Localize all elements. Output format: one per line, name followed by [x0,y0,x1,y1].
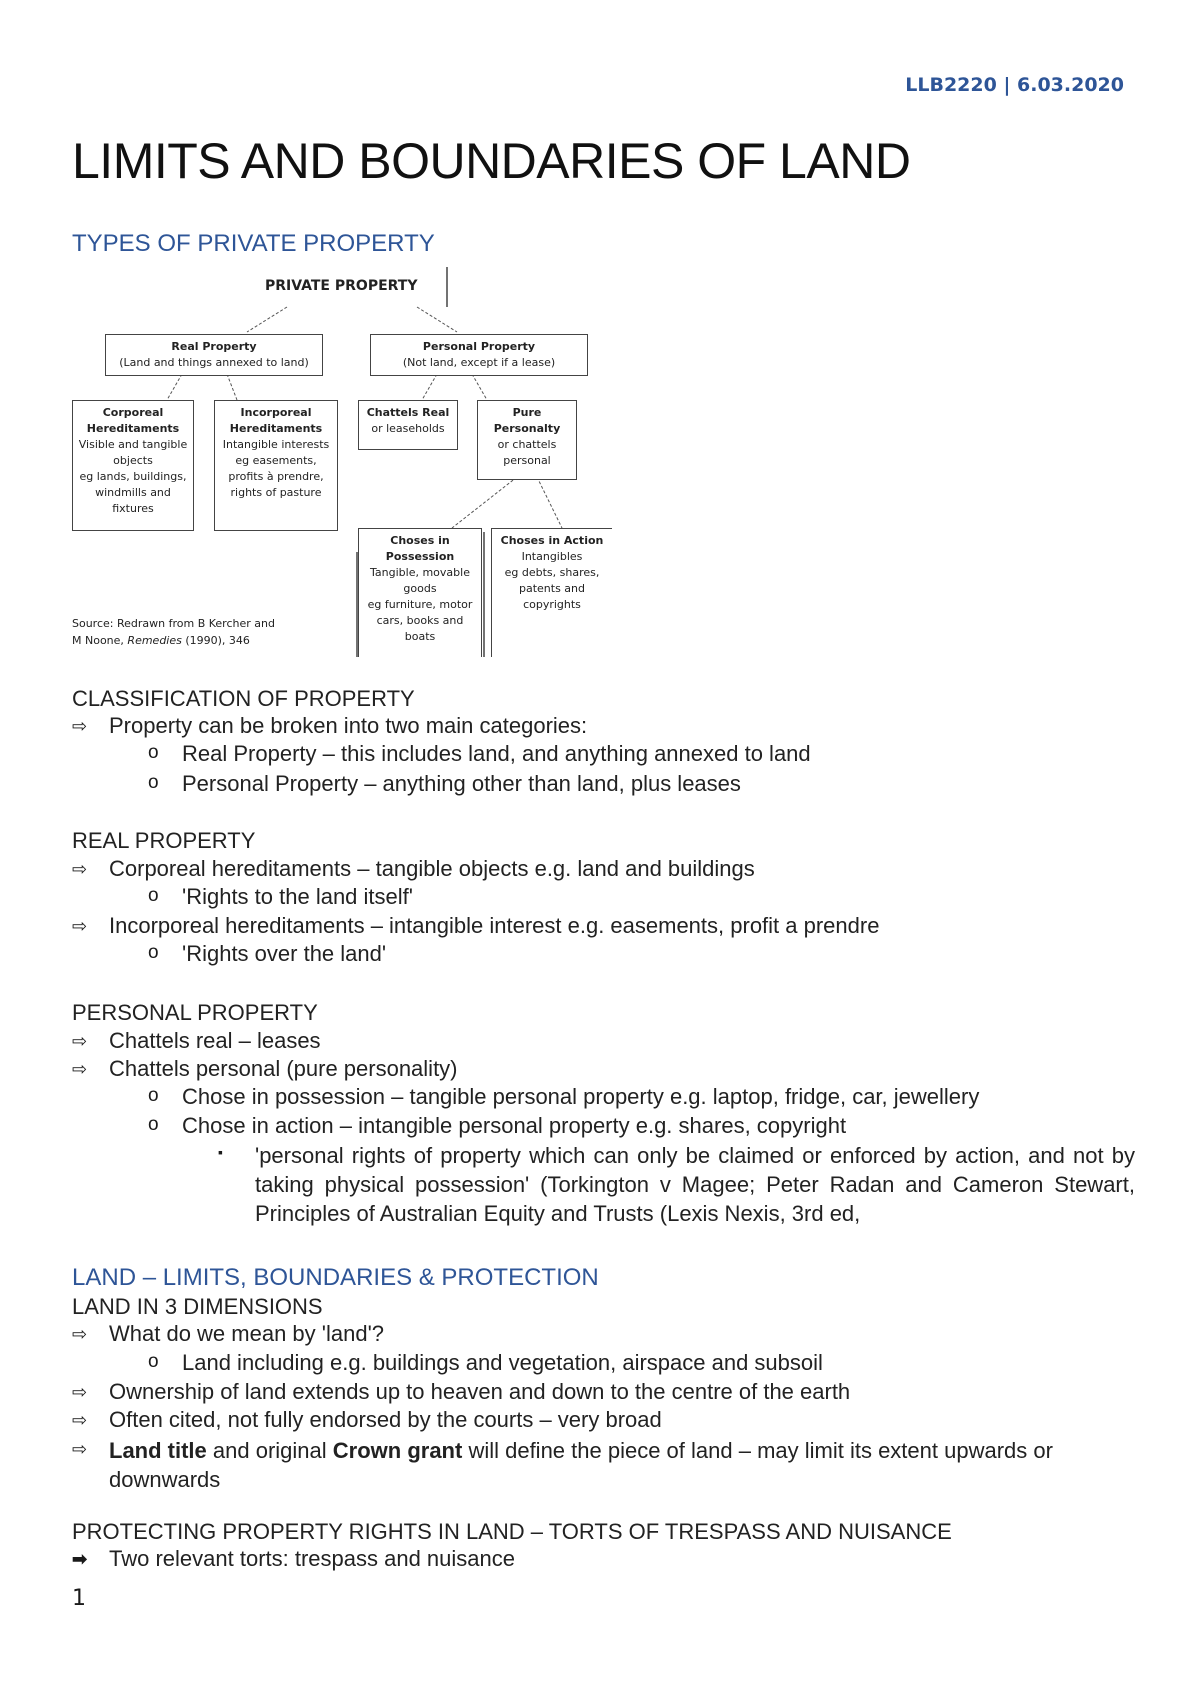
box-label: rights of pasture [230,486,322,499]
box-personal-property [370,334,588,376]
circle-bullet: o [148,742,159,763]
section-heading-types: TYPES OF PRIVATE PROPERTY [72,230,435,257]
box-choses-action [491,528,612,657]
arrow-bullet: ⇨ [72,1059,88,1079]
box-real-property [105,334,323,376]
circle-bullet: o [148,1351,159,1372]
box-label: boats [404,630,436,643]
box-label: objects [113,454,153,467]
heading-classification: CLASSIFICATION OF PROPERTY [72,686,415,711]
circle-bullet: o [148,772,159,793]
box-label: Intangibles [521,550,583,563]
box-label: eg furniture, motor [367,598,473,611]
circle-bullet: o [148,885,159,906]
heading-real-property: REAL PROPERTY [72,828,256,853]
text-line: Chattels real – leases [109,1028,321,1053]
box-corporeal [72,400,194,531]
box-label: personal [503,454,551,467]
text-line: 'Rights to the land itself' [182,884,413,909]
box-label: Intangible interests [222,438,330,451]
circle-bullet: o [148,942,159,963]
arrow-bullet: ⇨ [72,1439,88,1459]
section-heading-land: LAND – LIMITS, BOUNDARIES & PROTECTION [72,1264,599,1291]
arrow-bullet: ⇨ [72,916,88,936]
box-label: windmills and [95,486,171,499]
box-label: Hereditaments [229,422,323,435]
arrow-bullet: ⇨ [72,859,88,879]
heading-protecting: PROTECTING PROPERTY RIGHTS IN LAND – TORTS OF TRESPASS AND NUISANCE [72,1519,952,1544]
text-line: Chose in possession – tangible personal property e.g. laptop, fridge, car, jewellery [182,1084,980,1109]
quote-paragraph: 'personal rights of property which can only be claimed or enforced by action, and not by taking physical possession' (Torkington v Magee; Peter Radan and Cameron Stewart, Principles of Australian Equity and Trusts (Lexis Nexis, 3rd ed, [255,1143,1135,1226]
box-label: Hereditaments [86,422,180,435]
box-label: Choses in Action [500,534,604,547]
text-paragraph: Land title and original Crown grant will define the piece of land – may limit its extent upwards or downwards [109,1438,1053,1492]
page-number: 1 [72,1586,86,1611]
text-line: Personal Property – anything other than land, plus leases [182,771,741,796]
box-label: (Not land, except if a lease) [402,356,556,369]
box-label: Visible and tangible [78,438,188,451]
box-label: Incorporeal [240,406,312,419]
arrow-bullet: ➡ [72,1549,88,1569]
box-label: Tangible, movable [370,566,470,579]
box-label: (Land and things annexed to land) [119,356,309,369]
box-label: eg lands, buildings, [79,470,187,483]
arrow-bullet: ⇨ [72,1324,88,1344]
box-label: cars, books and [376,614,464,627]
box-label: goods [403,582,437,595]
text-line: Ownership of land extends up to heaven and down to the centre of the earth [109,1379,851,1404]
circle-bullet: o [148,1085,159,1106]
text-line: What do we mean by 'land'? [109,1321,384,1346]
page-header: LLB2220 | 6.03.2020 [905,74,1124,96]
box-label: patents and [518,582,585,595]
box-label: or leaseholds [371,422,445,435]
box-label: eg debts, shares, [504,566,600,579]
text-line: Real Property – this includes land, and anything annexed to land [182,741,811,766]
arrow-bullet: ⇨ [72,1382,88,1402]
box-label: Corporeal [102,406,164,419]
text-line: Two relevant torts: trespass and nuisance [109,1546,515,1571]
diagram-root: PRIVATE PROPERTY [265,278,418,294]
text-line: Chattels personal (pure personality) [109,1056,458,1081]
text-line: Incorporeal hereditaments – intangible interest e.g. easements, profit a prendre [109,913,880,938]
text-line: Often cited, not fully endorsed by the courts – very broad [109,1407,662,1432]
box-label: Chattels Real [366,406,450,419]
arrow-bullet: ⇨ [72,1410,88,1430]
arrow-bullet: ⇨ [72,1031,88,1051]
box-label: Personal Property [422,340,536,353]
text-line: 'Rights over the land' [182,941,387,966]
box-label: Choses in [390,534,450,547]
page-title: LIMITS AND BOUNDARIES OF LAND [72,133,911,189]
diagram-source [72,615,275,649]
arrow-bullet: ⇨ [72,716,88,736]
box-choses-possession [358,528,482,657]
box-pure-personalty [477,400,577,480]
source-line: M Noone, Remedies (1990), 346 [72,634,250,647]
heading-personal-property: PERSONAL PROPERTY [72,1000,318,1025]
box-label: copyrights [523,598,581,611]
box-label: Pure [512,406,542,419]
circle-bullet: o [148,1114,159,1135]
box-label: eg easements, [235,454,317,467]
box-incorporeal [214,400,338,531]
box-chattels-real [358,400,458,450]
square-bullet: ▪ [218,1144,223,1160]
box-label: fixtures [112,502,154,515]
box-label: profits à prendre, [228,470,324,483]
private-property-diagram [72,262,612,657]
box-label: Possession [385,550,455,563]
heading-land-3d: LAND IN 3 DIMENSIONS [72,1294,323,1319]
box-label: Real Property [171,340,257,353]
box-label: Personalty [493,422,561,435]
box-label: or chattels [497,438,557,451]
text-line: Chose in action – intangible personal property e.g. shares, copyright [182,1113,847,1138]
source-line: Source: Redrawn from B Kercher and [72,617,275,630]
text-line: Property can be broken into two main categories: [109,713,588,738]
text-line: Land including e.g. buildings and vegetation, airspace and subsoil [182,1350,823,1375]
text-line: Corporeal hereditaments – tangible objects e.g. land and buildings [109,856,755,881]
